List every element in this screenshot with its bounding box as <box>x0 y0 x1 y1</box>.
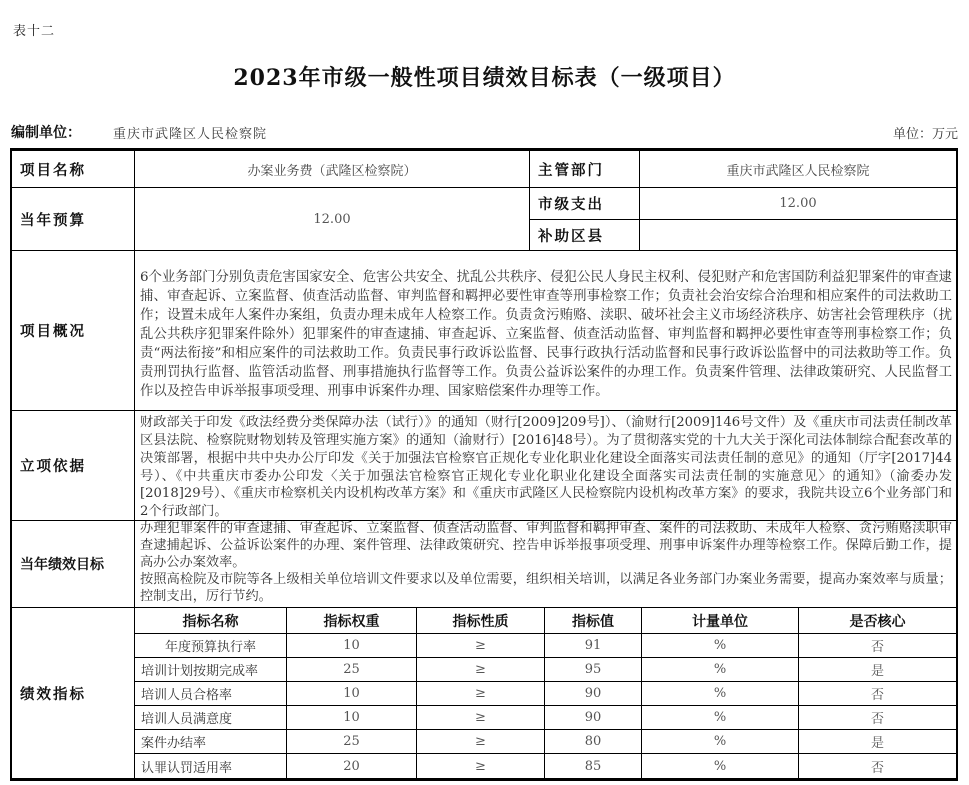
unit-note: 单位：万元 <box>892 127 958 142</box>
indicator-value-cell: 95 <box>545 658 642 682</box>
project-name-value: 办案业务费（武隆区检察院） <box>135 151 530 188</box>
dept-label: 主管部门 <box>530 151 640 188</box>
indicator-unit-cell: % <box>642 754 799 778</box>
indicator-weight-cell: 10 <box>287 706 417 730</box>
indicator-name-cell: 培训人员满意度 <box>135 706 287 730</box>
indicators-header-nature: 指标性质 <box>417 608 545 634</box>
section-goals <box>12 521 956 608</box>
indicator-core-cell: 否 <box>870 760 884 776</box>
goals-paragraph-1: 办理犯罪案件的审查逮捕、审查起诉、立案监督、侦查活动监督、审判监督和羁押审查、案件的司法救助、未成年人检察、贪污贿赂渎职审查逮捕起诉、公益诉讼案件的办理、案件管理、法律政策研究、控告申诉举报事项受理、刑事申诉案件办理等检察工作。保障后勤工作，提高办公办案效率。 <box>140 521 952 571</box>
prepared-by-label: 编制单位： <box>11 125 81 141</box>
basis-cell <box>135 411 956 521</box>
indicator-nature-cell: ≥ <box>417 658 545 682</box>
indicator-weight-cell: 10 <box>287 634 417 658</box>
indicators-header-unit: 计量单位 <box>642 608 799 634</box>
dept-value: 重庆市武隆区人民检察院 <box>640 151 956 188</box>
goals-cell <box>135 521 956 608</box>
performance-table <box>10 148 958 781</box>
indicator-weight-cell: 25 <box>287 658 417 682</box>
budget-value: 12.00 <box>135 188 530 251</box>
city-expense-value: 12.00 <box>640 188 956 220</box>
indicator-value-cell: 90 <box>545 682 642 706</box>
indicator-nature-cell: ≥ <box>417 754 545 778</box>
indicators-header-name: 指标名称 <box>135 608 287 634</box>
subsidy-label: 补助区县 <box>530 220 640 251</box>
indicator-name-cell: 培训计划按期完成率 <box>135 658 287 682</box>
doc-tag: 表十二 <box>13 24 56 39</box>
indicator-name-cell: 培训人员合格率 <box>135 682 287 706</box>
section-basis <box>12 411 956 521</box>
indicator-core-cell: 否 <box>799 634 956 658</box>
indicators-header-weight: 指标权重 <box>287 608 417 634</box>
project-name-label: 项目名称 <box>12 151 135 188</box>
indicator-core-cell: 否 <box>799 682 956 706</box>
basis-label: 立项依据 <box>12 411 135 521</box>
indicator-unit-cell: % <box>642 730 799 754</box>
doc-title: 2023年市级一般性项目绩效目标表（一级项目） <box>233 65 736 91</box>
indicators-label: 绩效指标 <box>12 608 135 778</box>
indicator-weight-cell: 10 <box>287 682 417 706</box>
overview-label: 项目概况 <box>12 251 135 411</box>
indicator-name-cell: 年度预算执行率 <box>135 634 287 658</box>
budget-label: 当年预算 <box>12 188 135 251</box>
goals-text <box>135 521 956 608</box>
section-basic-info <box>12 151 956 251</box>
section-indicators <box>12 608 956 778</box>
basis-text: 财政部关于印发《政法经费分类保障办法（试行）》的通知（财行[2009]209号]）、（渝财行[2009]146号文件）及《重庆市司法责任制改革区县法院、检察院财物划转及管理实施方案》的通知（渝财行）[2016]48号）。为了贯彻落实党的十九大关于深化司法体制综合配套改革的决策部署，根据中共中央办公厅印发《关于加强法官检察官正规化专业化职业化建设全面落实司法责任制的意见》的通知（厅字[2017]44号）、《中共重庆市委办公印发〈关于加强法官检察官正规化专业化职业化建设全面落实司法责任制的实施意见〉的通知》（渝委办发[2018]29号）、《重庆市检察机关内设机构改革方案》和《重庆市武隆区人民检察院内设机构改革方案》的要求，我院共设立6个业务部门和2个行政部门。 <box>140 415 952 520</box>
indicator-nature-cell: ≥ <box>417 706 545 730</box>
indicator-core-cell: 是 <box>799 730 956 754</box>
indicator-value-cell: 91 <box>545 634 642 658</box>
indicator-unit-cell: % <box>642 706 799 730</box>
city-expense-label: 市级支出 <box>530 188 640 220</box>
indicator-weight-cell: 25 <box>287 730 417 754</box>
overview-cell <box>135 251 956 411</box>
subsidy-value <box>640 220 956 251</box>
indicator-value-cell: 85 <box>545 754 642 778</box>
goals-label: 当年绩效目标 <box>12 521 135 608</box>
overview-text: 6个业务部门分别负责危害国家安全、危害公共安全、扰乱公共秩序、侵犯公民人身民主权利、侵犯财产和危害国防利益犯罪案件的审查逮捕、审查起诉、立案监督、侦查活动监督、审判监督和羁押必要性审查等刑事检察工作；负责社会治安综合治理和相应案件的司法救助工作；设置未成年人案件办案组，负责办理未成年人检察工作。负责贪污贿赂、渎职、破坏社会主义市场经济秩序、妨害社会管理秩序（扰乱公共秩序犯罪案件除外）犯罪案件的审查逮捕、审查起诉、立案监督、侦查活动监督、审判监督和羁押必要性审查等刑事检察工作；负责“两法衔接”和相应案件的司法救助工作。负责民事行政诉讼监督、民事行政执行活动监督和民事行政诉讼监督中的司法救助等工作。负责刑罚执行监督、监管活动监督、刑事措施执行监督等工作。负责公益诉讼案件的办理工作。负责案件管理、法律政策研究、人民监督工作以及控告申诉举报事项受理、刑事申诉案件办理、国家赔偿案件办理等工作。 <box>140 270 952 399</box>
indicator-value-cell: 90 <box>545 706 642 730</box>
section-overview <box>12 251 956 411</box>
indicator-name-cell: 认罪认罚适用率 <box>135 754 287 778</box>
indicator-value-cell: 80 <box>545 730 642 754</box>
indicator-unit-cell: % <box>642 658 799 682</box>
goals-paragraph-2: 按照高检院及市院等各上级相关单位培训文件要求以及单位需要，组织相关培训，以满足各业务部门办案业务需要，提高办案效率与质量；控制支出，厉行节约。 <box>140 571 952 604</box>
indicator-unit-cell: % <box>642 634 799 658</box>
indicators-header-value: 指标值 <box>545 608 642 634</box>
indicator-unit-cell: % <box>642 682 799 706</box>
indicator-core-cell: 是 <box>799 658 956 682</box>
indicator-nature-cell: ≥ <box>417 634 545 658</box>
indicator-weight-cell: 20 <box>287 754 417 778</box>
indicator-nature-cell: ≥ <box>417 682 545 706</box>
prepared-by-value: 重庆市武隆区人民检察院 <box>113 127 268 142</box>
info-row <box>11 122 958 142</box>
indicators-header-core: 是否核心 <box>799 608 956 634</box>
indicator-core-cell: 否 <box>799 706 956 730</box>
indicator-name-cell: 案件办结率 <box>135 730 287 754</box>
indicator-nature-cell: ≥ <box>417 730 545 754</box>
